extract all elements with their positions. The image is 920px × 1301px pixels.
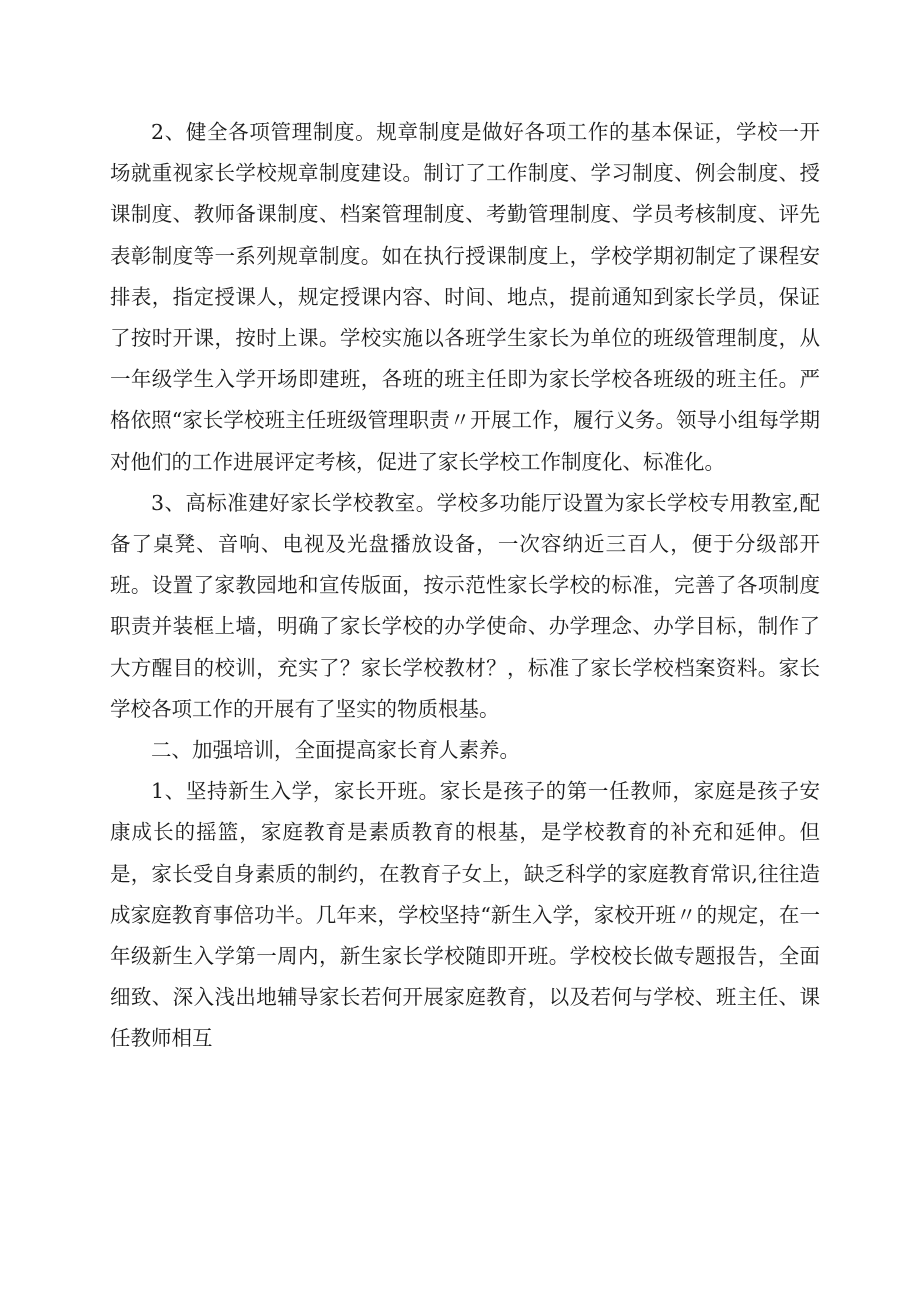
paragraph-new-student-enrollment: 1、坚持新生入学，家长开班。家长是孩子的第一任教师，家庭是孩子安康成长的摇篮，家庭教育是素质教育的根基，是学校教育的补充和延伸。但是，家长受自身素质的制约，在教育子女上，缺乏科学的家庭教育常识,往往造成家庭教育事倍功半。几年来，学校坚持“新生入学，家校开班〃的规定，在一年级新生入学第一周内，新生家长学校随即开班。学校校长做专题报告，全面细致、深入浅出地辅导家长若何开展家庭教育，以及若何与学校、班主任、课任教师相互 <box>110 779 820 1051</box>
document-body <box>110 112 820 1060</box>
paragraph-management-system: 2、健全各项管理制度。规章制度是做好各项工作的基本保证，学校一开场就重视家长学校规章制度建设。制订了工作制度、学习制度、例会制度、授课制度、教师备课制度、档案管理制度、考勤管理制度、学员考核制度、评先表彰制度等一系列规章制度。如在执行授课制度上，学校学期初制定了课程安排表，指定授课人，规定授课内容、时间、地点，提前通知到家长学员，保证了按时开课，按时上课。学校实施以各班学生家长为单位的班级管理制度，从一年级学生入学开场即建班，各班的班主任即为家长学校各班级的班主任。严格依照“家长学校班主任班级管理职责〃开展工作，履行义务。领导小组每学期对他们的工作进展评定考核，促进了家长学校工作制度化、标准化。 <box>110 120 820 474</box>
paragraph-classroom-construction: 3、高标准建好家长学校教室。学校多功能厅设置为家长学校专用教室,配备了桌凳、音响、电视及光盘播放设备，一次容纳近三百人，便于分级部开班。设置了家教园地和宣传版面，按示范性家长学校的标准，完善了各项制度职责并装框上墙，明确了家长学校的办学使命、办学理念、办学目标，制作了大方醒目的校训，充实了？家长学校教材？，标准了家长学校档案资料。家长学校各项工作的开展有了坚实的物质根基。 <box>110 490 820 721</box>
section-heading-training: 二、加强培训，全面提高家长育人素养。 <box>151 738 520 763</box>
